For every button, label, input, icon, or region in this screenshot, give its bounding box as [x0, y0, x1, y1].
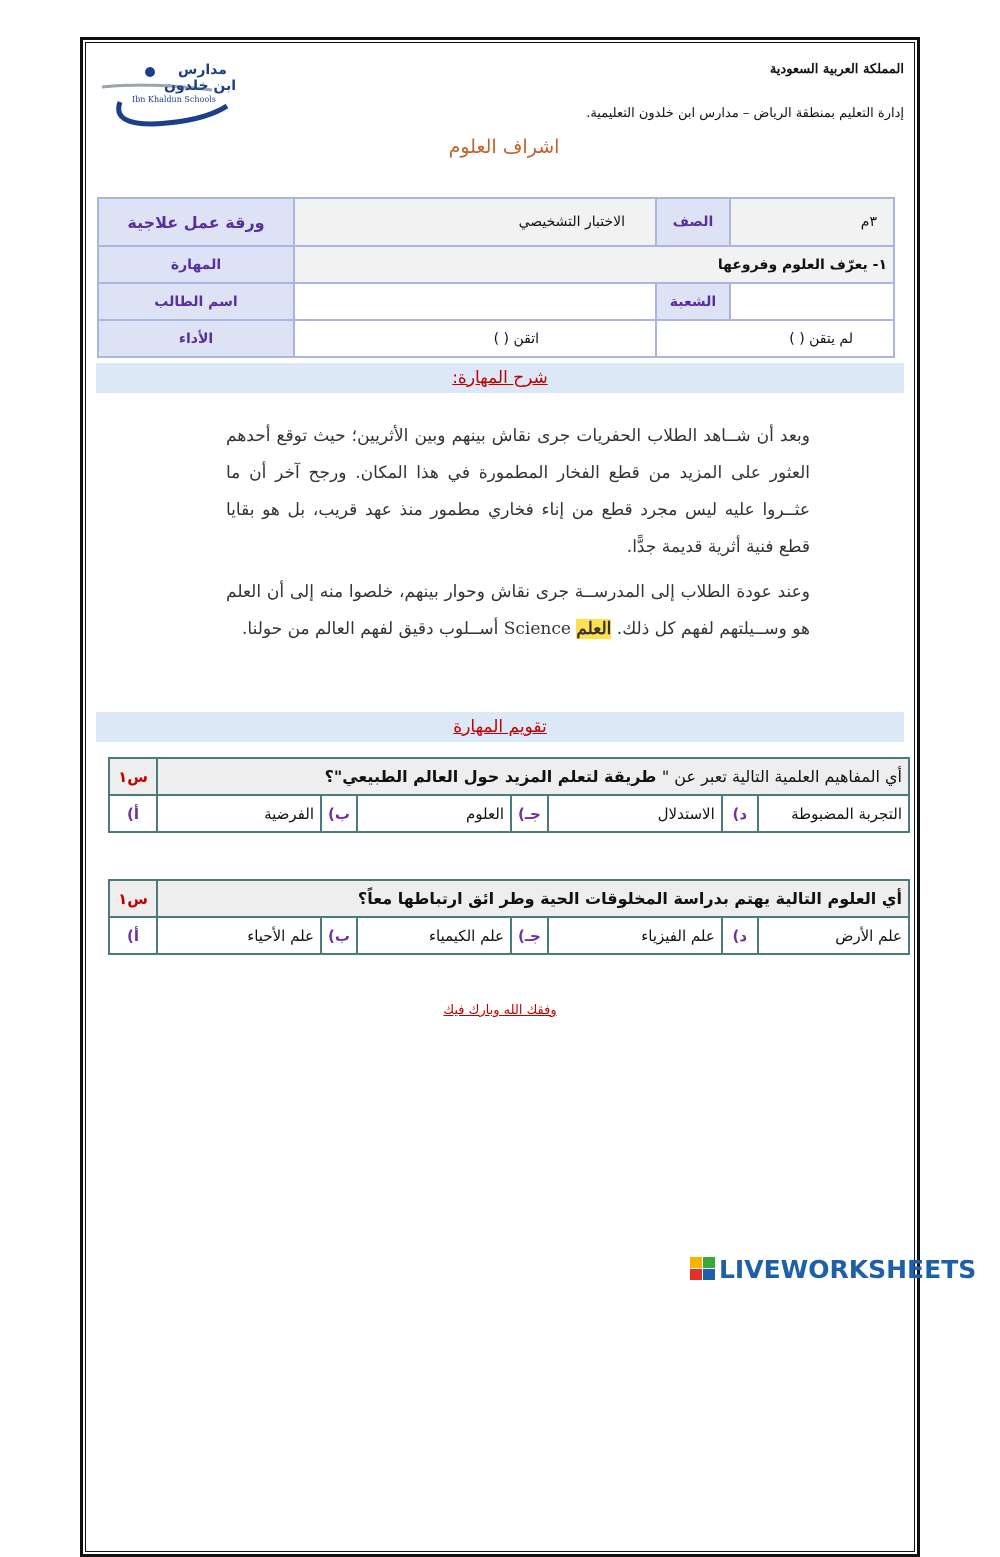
q2-option-c-letter: جـ)	[511, 917, 548, 954]
q1-option-c-letter: جـ)	[511, 795, 548, 832]
header-country: المملكة العربية السعودية	[769, 62, 904, 77]
worksheet-label: ورقة عمل علاجية	[98, 198, 294, 246]
question-2	[108, 879, 910, 955]
performance-label: الأداء	[98, 320, 294, 357]
liveworksheets-logo-icon	[690, 1257, 716, 1281]
question-1-options	[109, 795, 909, 832]
grade-label: الصف	[656, 198, 730, 246]
grade-value: ٣م	[730, 198, 894, 246]
skill-value: ١- يعرّف العلوم وفروعها	[294, 246, 894, 283]
student-name-field[interactable]	[294, 283, 656, 320]
not-mastered-field[interactable]: لم يتقن ( )	[656, 320, 894, 357]
question-2-options	[109, 917, 909, 954]
logo-arabic-line2: ابن خلدون	[164, 78, 237, 94]
q2-option-b-letter: ب)	[321, 917, 357, 954]
liveworksheets-text: LIVEWORKSHEETS	[719, 1255, 977, 1284]
q2-option-d[interactable]: علم الأرض	[758, 917, 909, 954]
q1-option-d[interactable]: التجربة المضبوطة	[758, 795, 909, 832]
info-row-performance	[98, 320, 894, 357]
passage-paragraph-1: وبعد أن شــاهد الطلاب الحفريات جرى نقاش بينهم وبين الأثريين؛ حيث توقع أحدهم العثور على المزيد من قطع الفخار المطمورة في هذا المكان. ورجح آخر أن ما عثــروا عليه ليس مجرد قطع من إناء فخاري مطمور منذ عهد قريب، بل هو بقايا قطع فنية أثرية قديمة جدًّا.	[226, 426, 810, 557]
question-1-row	[109, 758, 909, 795]
question-1-text	[157, 758, 909, 795]
question-1-number: س١	[109, 758, 157, 795]
mastered-field[interactable]: اتقن ( )	[294, 320, 656, 357]
info-table	[97, 197, 895, 358]
highlighted-term: العلم	[576, 619, 612, 639]
info-row-worksheet	[98, 198, 894, 246]
explain-band: شرح المهارة:	[96, 363, 904, 393]
liveworksheets-watermark	[690, 1255, 976, 1284]
passage-p2-start: وعند عودة الطلاب إلى المدرســة جرى نقاش وحوار بينهم، خلصوا منه إلى أن العلم هو وســيلتهم لفهم كل ذلك.	[226, 582, 810, 639]
passage-p2-end: Science أســلوب دقيق لفهم العالم من حولنا.	[242, 619, 571, 639]
question-1	[108, 757, 910, 833]
assess-band: تقويم المهارة	[96, 712, 904, 742]
school-logo	[92, 62, 237, 130]
q1-option-c[interactable]: الاستدلال	[548, 795, 722, 832]
info-row-student	[98, 283, 894, 320]
section-field[interactable]	[730, 283, 894, 320]
skill-label: المهارة	[98, 246, 294, 283]
question-2-number: س١	[109, 880, 157, 917]
info-row-skill	[98, 246, 894, 283]
q1-option-d-letter: د)	[722, 795, 758, 832]
q2-option-a[interactable]: علم الأحياء	[157, 917, 321, 954]
section-label: الشعبة	[656, 283, 730, 320]
logo-arabic-line1: مدارس	[178, 62, 227, 78]
q2-option-c[interactable]: علم الفيزياء	[548, 917, 722, 954]
student-label: اسم الطالب	[98, 283, 294, 320]
q2-option-a-letter: أ)	[109, 917, 157, 954]
question-1-text-b: طريقة لتعلم المزيد حول العالم الطبيعي"؟	[324, 767, 662, 786]
test-value: الاختبار التشخيصي	[294, 198, 656, 246]
passage	[226, 418, 810, 656]
question-2-row	[109, 880, 909, 917]
header-directorate: إدارة التعليم بمنطقة الرياض – مدارس ابن خلدون التعليمية.	[586, 106, 904, 121]
q1-option-a-letter: أ)	[109, 795, 157, 832]
q1-option-b-letter: ب)	[321, 795, 357, 832]
q2-option-d-letter: د)	[722, 917, 758, 954]
logo-english: Ibn Khaldun Schools	[132, 95, 216, 104]
passage-paragraph-2	[226, 574, 810, 648]
supervision-title: اشراف العلوم	[448, 136, 560, 158]
question-2-text: أي العلوم التالية يهتم بدراسة المخلوقات الحية وطر ائق ارتباطها معاً؟	[157, 880, 909, 917]
closing-text: وفقك الله وبارك فيك	[443, 1003, 557, 1018]
question-1-text-a: أي المفاهيم العلمية التالية تعبر عن "	[661, 767, 902, 786]
q1-option-a[interactable]: الفرضية	[157, 795, 321, 832]
q1-option-b[interactable]: العلوم	[357, 795, 511, 832]
q2-option-b[interactable]: علم الكيمياء	[357, 917, 511, 954]
